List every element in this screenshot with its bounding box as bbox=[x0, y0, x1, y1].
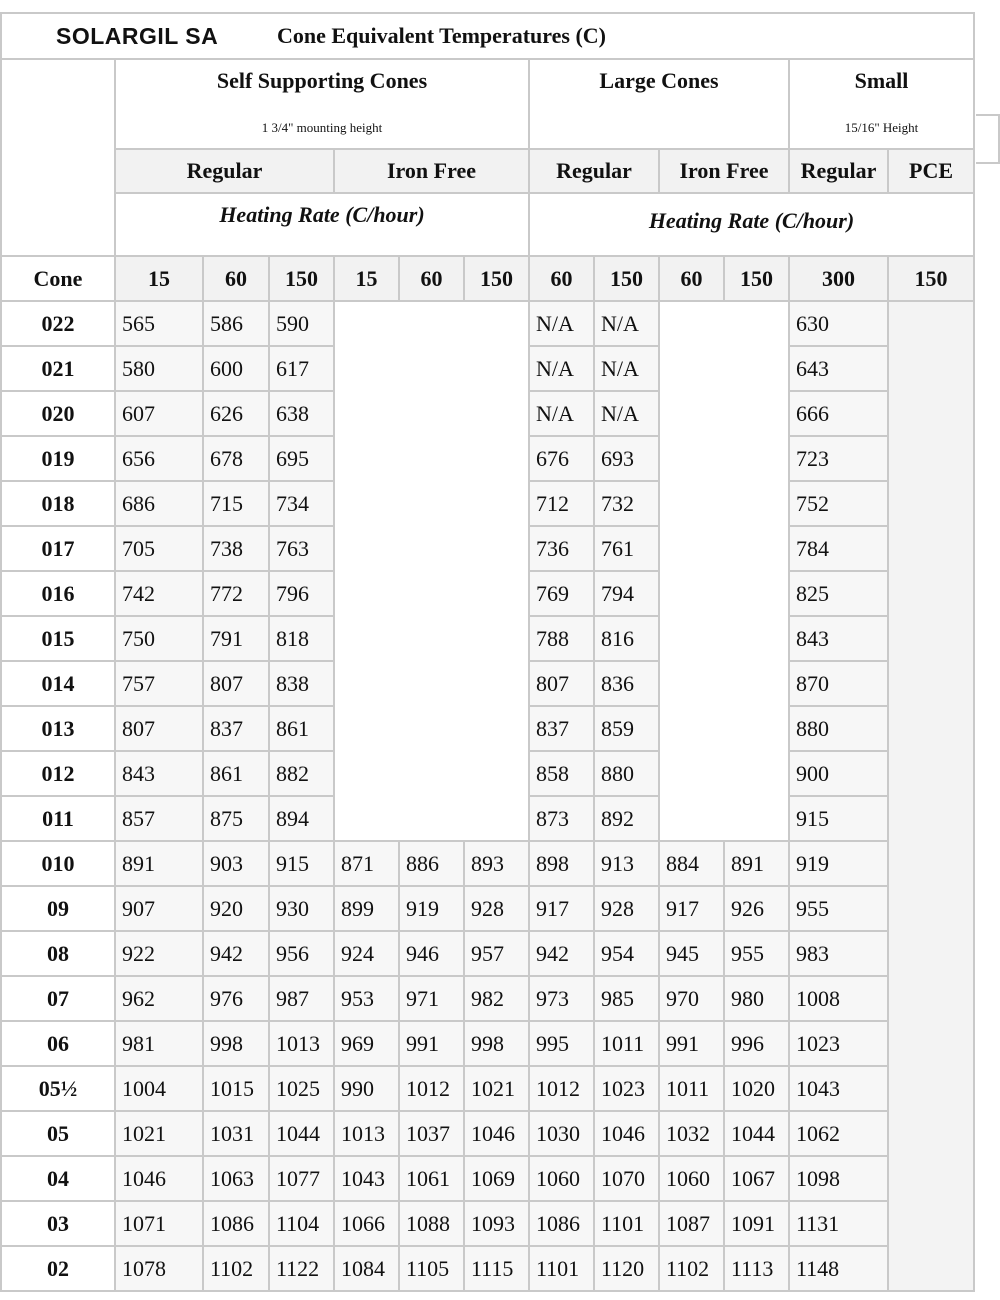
temperature-cell: 861 bbox=[269, 706, 334, 751]
temperature-cell: 899 bbox=[334, 886, 399, 931]
rate-column-header: 150 bbox=[464, 256, 529, 301]
temperature-cell: 807 bbox=[529, 661, 594, 706]
temperature-cell: 998 bbox=[464, 1021, 529, 1066]
temperature-cell: 1070 bbox=[594, 1156, 659, 1201]
temperature-cell: 738 bbox=[203, 526, 269, 571]
temperature-cell: 970 bbox=[659, 976, 724, 1021]
temperature-cell: 980 bbox=[724, 976, 789, 1021]
temperature-cell: 1037 bbox=[399, 1111, 464, 1156]
temperature-cell: 891 bbox=[115, 841, 203, 886]
temperature-cell: 956 bbox=[269, 931, 334, 976]
temperature-cell: 1013 bbox=[269, 1021, 334, 1066]
temperature-cell: 723 bbox=[789, 436, 888, 481]
temperature-cell: 1088 bbox=[399, 1201, 464, 1246]
temperature-cell: 991 bbox=[659, 1021, 724, 1066]
subgroup-ss-iron-free: Iron Free bbox=[334, 149, 529, 193]
table-row bbox=[1, 1111, 974, 1156]
temperature-cell: 836 bbox=[594, 661, 659, 706]
cone-number: 018 bbox=[1, 481, 115, 526]
empty-large-iron-free-block bbox=[659, 301, 789, 841]
temperature-cell: 1120 bbox=[594, 1246, 659, 1291]
temperature-cell: 788 bbox=[529, 616, 594, 661]
temperature-cell: 1062 bbox=[789, 1111, 888, 1156]
temperature-cell: 945 bbox=[659, 931, 724, 976]
table-row bbox=[1, 301, 974, 346]
temperature-cell: 873 bbox=[529, 796, 594, 841]
cone-table-container bbox=[0, 12, 975, 1292]
temperature-cell: 882 bbox=[269, 751, 334, 796]
temperature-cell: 1071 bbox=[115, 1201, 203, 1246]
temperature-cell: 915 bbox=[789, 796, 888, 841]
subgroup-pce: PCE bbox=[888, 149, 974, 193]
temperature-cell: 1043 bbox=[334, 1156, 399, 1201]
temperature-cell: 857 bbox=[115, 796, 203, 841]
temperature-cell: 942 bbox=[203, 931, 269, 976]
temperature-cell: 955 bbox=[789, 886, 888, 931]
temperature-cell: N/A bbox=[594, 301, 659, 346]
temperature-cell: 825 bbox=[789, 571, 888, 616]
temperature-cell: 630 bbox=[789, 301, 888, 346]
temperature-cell: 892 bbox=[594, 796, 659, 841]
temperature-cell: 1013 bbox=[334, 1111, 399, 1156]
temperature-cell: 973 bbox=[529, 976, 594, 1021]
temperature-cell: 1060 bbox=[659, 1156, 724, 1201]
rate-column-header: 300 bbox=[789, 256, 888, 301]
temperature-cell: 942 bbox=[529, 931, 594, 976]
temperature-cell: 1020 bbox=[724, 1066, 789, 1111]
temperature-cell: 900 bbox=[789, 751, 888, 796]
heating-rate-label: Heating Rate (C/hour) bbox=[115, 193, 529, 256]
subgroup-ss-regular: Regular bbox=[115, 149, 334, 193]
temperature-cell: 946 bbox=[399, 931, 464, 976]
temperature-cell: 1043 bbox=[789, 1066, 888, 1111]
temperature-cell: 580 bbox=[115, 346, 203, 391]
temperature-cell: 1102 bbox=[659, 1246, 724, 1291]
temperature-cell: 1021 bbox=[464, 1066, 529, 1111]
temperature-cell: 1021 bbox=[115, 1111, 203, 1156]
temperature-cell: 1098 bbox=[789, 1156, 888, 1201]
temperature-cell: 1086 bbox=[203, 1201, 269, 1246]
group-note: 15/16" Height bbox=[844, 120, 919, 135]
temperature-cell: 859 bbox=[594, 706, 659, 751]
table-row bbox=[1, 1201, 974, 1246]
temperature-cell: 1063 bbox=[203, 1156, 269, 1201]
temperature-cell: 1105 bbox=[399, 1246, 464, 1291]
cone-number: 05½ bbox=[1, 1066, 115, 1111]
temperature-cell: 736 bbox=[529, 526, 594, 571]
temperature-cell: 643 bbox=[789, 346, 888, 391]
temperature-cell: N/A bbox=[529, 301, 594, 346]
subgroup-lc-regular: Regular bbox=[529, 149, 659, 193]
rate-column-header: 15 bbox=[115, 256, 203, 301]
temperature-cell: 1101 bbox=[529, 1246, 594, 1291]
temperature-cell: 930 bbox=[269, 886, 334, 931]
table-row bbox=[1, 1156, 974, 1201]
temperature-cell: 1066 bbox=[334, 1201, 399, 1246]
temperature-cell: 1084 bbox=[334, 1246, 399, 1291]
temperature-cell: 761 bbox=[594, 526, 659, 571]
temperature-cell: 996 bbox=[724, 1021, 789, 1066]
temperature-cell: 893 bbox=[464, 841, 529, 886]
cone-number: 011 bbox=[1, 796, 115, 841]
temperature-cell: 1012 bbox=[399, 1066, 464, 1111]
temperature-cell: 837 bbox=[529, 706, 594, 751]
temperature-cell: 590 bbox=[269, 301, 334, 346]
group-small bbox=[789, 59, 974, 149]
cone-number: 020 bbox=[1, 391, 115, 436]
temperature-cell: 1025 bbox=[269, 1066, 334, 1111]
temperature-cell: 998 bbox=[203, 1021, 269, 1066]
temperature-cell: 1087 bbox=[659, 1201, 724, 1246]
cone-number: 02 bbox=[1, 1246, 115, 1291]
temperature-cell: 686 bbox=[115, 481, 203, 526]
temperature-cell: 1044 bbox=[269, 1111, 334, 1156]
cone-number: 021 bbox=[1, 346, 115, 391]
temperature-cell: 757 bbox=[115, 661, 203, 706]
temperature-cell: N/A bbox=[529, 346, 594, 391]
temperature-cell: 913 bbox=[594, 841, 659, 886]
temperature-cell: 626 bbox=[203, 391, 269, 436]
temperature-cell: 982 bbox=[464, 976, 529, 1021]
temperature-cell: 1122 bbox=[269, 1246, 334, 1291]
cone-number: 015 bbox=[1, 616, 115, 661]
cone-number: 08 bbox=[1, 931, 115, 976]
temperature-cell: 676 bbox=[529, 436, 594, 481]
table-row bbox=[1, 931, 974, 976]
temperature-cell: 991 bbox=[399, 1021, 464, 1066]
cone-temperature-table bbox=[0, 12, 975, 1292]
brand-name: SOLARGIL SA bbox=[1, 13, 269, 59]
temperature-cell: 816 bbox=[594, 616, 659, 661]
temperature-cell: 734 bbox=[269, 481, 334, 526]
table-row bbox=[1, 1066, 974, 1111]
temperature-cell: 617 bbox=[269, 346, 334, 391]
cone-number: 06 bbox=[1, 1021, 115, 1066]
cone-number: 04 bbox=[1, 1156, 115, 1201]
group-note: 1 3/4" mounting height bbox=[261, 120, 383, 135]
temperature-cell: 880 bbox=[594, 751, 659, 796]
temperature-cell: 818 bbox=[269, 616, 334, 661]
corner-cell bbox=[1, 59, 115, 256]
temperature-cell: 1031 bbox=[203, 1111, 269, 1156]
temperature-cell: 920 bbox=[203, 886, 269, 931]
temperature-cell: 1046 bbox=[464, 1111, 529, 1156]
cone-column-header: Cone bbox=[1, 256, 115, 301]
rate-column-header: 60 bbox=[529, 256, 594, 301]
cone-number: 07 bbox=[1, 976, 115, 1021]
temperature-cell: 926 bbox=[724, 886, 789, 931]
temperature-cell: 990 bbox=[334, 1066, 399, 1111]
temperature-cell: 922 bbox=[115, 931, 203, 976]
table-edge-fragment bbox=[976, 114, 1000, 164]
temperature-cell: 1004 bbox=[115, 1066, 203, 1111]
temperature-cell: 1104 bbox=[269, 1201, 334, 1246]
temperature-cell: 928 bbox=[464, 886, 529, 931]
group-large-cones bbox=[529, 59, 789, 149]
cone-number: 05 bbox=[1, 1111, 115, 1156]
cone-number: 013 bbox=[1, 706, 115, 751]
temperature-cell: 600 bbox=[203, 346, 269, 391]
temperature-cell: 705 bbox=[115, 526, 203, 571]
temperature-cell: 656 bbox=[115, 436, 203, 481]
temperature-cell: 807 bbox=[115, 706, 203, 751]
temperature-cell: 861 bbox=[203, 751, 269, 796]
temperature-cell: 843 bbox=[789, 616, 888, 661]
temperature-cell: 954 bbox=[594, 931, 659, 976]
rate-column-header: 60 bbox=[399, 256, 464, 301]
temperature-cell: 1023 bbox=[594, 1066, 659, 1111]
temperature-cell: 1032 bbox=[659, 1111, 724, 1156]
cone-number: 017 bbox=[1, 526, 115, 571]
temperature-cell: 1011 bbox=[594, 1021, 659, 1066]
group-label: Large Cones bbox=[599, 68, 719, 93]
temperature-cell: 907 bbox=[115, 886, 203, 931]
group-self-supporting bbox=[115, 59, 529, 149]
temperature-cell: N/A bbox=[594, 346, 659, 391]
temperature-cell: 987 bbox=[269, 976, 334, 1021]
temperature-cell: 915 bbox=[269, 841, 334, 886]
subgroup-small-regular: Regular bbox=[789, 149, 888, 193]
temperature-cell: 693 bbox=[594, 436, 659, 481]
temperature-cell: 838 bbox=[269, 661, 334, 706]
table-row bbox=[1, 976, 974, 1021]
temperature-cell: 875 bbox=[203, 796, 269, 841]
temperature-cell: 715 bbox=[203, 481, 269, 526]
temperature-cell: 607 bbox=[115, 391, 203, 436]
temperature-cell: 769 bbox=[529, 571, 594, 616]
temperature-cell: 794 bbox=[594, 571, 659, 616]
temperature-cell: 666 bbox=[789, 391, 888, 436]
temperature-cell: 1060 bbox=[529, 1156, 594, 1201]
temperature-cell: 712 bbox=[529, 481, 594, 526]
temperature-cell: 971 bbox=[399, 976, 464, 1021]
temperature-cell: 1046 bbox=[594, 1111, 659, 1156]
group-label: Self Supporting Cones bbox=[216, 68, 428, 93]
temperature-cell: 891 bbox=[724, 841, 789, 886]
temperature-cell: 870 bbox=[789, 661, 888, 706]
table-row bbox=[1, 1021, 974, 1066]
temperature-cell: 981 bbox=[115, 1021, 203, 1066]
group-label: Small bbox=[854, 68, 909, 93]
temperature-cell: 752 bbox=[789, 481, 888, 526]
temperature-cell: 1093 bbox=[464, 1201, 529, 1246]
temperature-cell: 1061 bbox=[399, 1156, 464, 1201]
temperature-cell: 678 bbox=[203, 436, 269, 481]
temperature-cell: 957 bbox=[464, 931, 529, 976]
rate-column-header: 15 bbox=[334, 256, 399, 301]
temperature-cell: 843 bbox=[115, 751, 203, 796]
temperature-cell: N/A bbox=[529, 391, 594, 436]
temperature-cell: 985 bbox=[594, 976, 659, 1021]
cone-number: 016 bbox=[1, 571, 115, 616]
table-row bbox=[1, 841, 974, 886]
temperature-cell: 969 bbox=[334, 1021, 399, 1066]
temperature-cell: 1046 bbox=[115, 1156, 203, 1201]
temperature-cell: 955 bbox=[724, 931, 789, 976]
temperature-cell: 796 bbox=[269, 571, 334, 616]
temperature-cell: 886 bbox=[399, 841, 464, 886]
temperature-cell: 894 bbox=[269, 796, 334, 841]
temperature-cell: 1069 bbox=[464, 1156, 529, 1201]
temperature-cell: 880 bbox=[789, 706, 888, 751]
temperature-cell: 1102 bbox=[203, 1246, 269, 1291]
temperature-cell: 763 bbox=[269, 526, 334, 571]
rate-column-header: 150 bbox=[888, 256, 974, 301]
temperature-cell: 898 bbox=[529, 841, 594, 886]
temperature-cell: 917 bbox=[529, 886, 594, 931]
temperature-cell: 732 bbox=[594, 481, 659, 526]
cone-number: 014 bbox=[1, 661, 115, 706]
temperature-cell: 791 bbox=[203, 616, 269, 661]
temperature-cell: 807 bbox=[203, 661, 269, 706]
temperature-cell: 1148 bbox=[789, 1246, 888, 1291]
temperature-cell: 919 bbox=[399, 886, 464, 931]
temperature-cell: 858 bbox=[529, 751, 594, 796]
rate-column-header: 60 bbox=[659, 256, 724, 301]
temperature-cell: 1115 bbox=[464, 1246, 529, 1291]
temperature-cell: N/A bbox=[594, 391, 659, 436]
heating-rate-label: Heating Rate (C/hour) bbox=[529, 193, 974, 256]
cone-number: 019 bbox=[1, 436, 115, 481]
temperature-cell: 1015 bbox=[203, 1066, 269, 1111]
empty-iron-free-block bbox=[334, 301, 529, 841]
temperature-cell: 772 bbox=[203, 571, 269, 616]
temperature-cell: 1008 bbox=[789, 976, 888, 1021]
temperature-cell: 638 bbox=[269, 391, 334, 436]
temperature-cell: 1077 bbox=[269, 1156, 334, 1201]
temperature-cell: 1091 bbox=[724, 1201, 789, 1246]
temperature-cell: 1131 bbox=[789, 1201, 888, 1246]
temperature-cell: 983 bbox=[789, 931, 888, 976]
temperature-cell: 1078 bbox=[115, 1246, 203, 1291]
cone-number: 022 bbox=[1, 301, 115, 346]
cone-number: 03 bbox=[1, 1201, 115, 1246]
temperature-cell: 871 bbox=[334, 841, 399, 886]
temperature-cell: 1011 bbox=[659, 1066, 724, 1111]
temperature-cell: 995 bbox=[529, 1021, 594, 1066]
rate-column-header: 150 bbox=[269, 256, 334, 301]
cone-number: 09 bbox=[1, 886, 115, 931]
subgroup-lc-iron-free: Iron Free bbox=[659, 149, 789, 193]
temperature-cell: 928 bbox=[594, 886, 659, 931]
temperature-cell: 1023 bbox=[789, 1021, 888, 1066]
temperature-cell: 1101 bbox=[594, 1201, 659, 1246]
table-row bbox=[1, 1246, 974, 1291]
temperature-cell: 1012 bbox=[529, 1066, 594, 1111]
temperature-cell: 565 bbox=[115, 301, 203, 346]
temperature-cell: 953 bbox=[334, 976, 399, 1021]
temperature-cell: 962 bbox=[115, 976, 203, 1021]
temperature-cell: 1113 bbox=[724, 1246, 789, 1291]
temperature-cell: 1030 bbox=[529, 1111, 594, 1156]
temperature-cell: 1086 bbox=[529, 1201, 594, 1246]
rate-column-header: 60 bbox=[203, 256, 269, 301]
temperature-cell: 784 bbox=[789, 526, 888, 571]
temperature-cell: 976 bbox=[203, 976, 269, 1021]
temperature-cell: 1067 bbox=[724, 1156, 789, 1201]
temperature-cell: 917 bbox=[659, 886, 724, 931]
temperature-cell: 919 bbox=[789, 841, 888, 886]
temperature-cell: 750 bbox=[115, 616, 203, 661]
pce-column-empty bbox=[888, 301, 974, 1291]
rate-column-header: 150 bbox=[724, 256, 789, 301]
temperature-cell: 884 bbox=[659, 841, 724, 886]
cone-number: 010 bbox=[1, 841, 115, 886]
temperature-cell: 695 bbox=[269, 436, 334, 481]
cone-number: 012 bbox=[1, 751, 115, 796]
temperature-cell: 742 bbox=[115, 571, 203, 616]
temperature-cell: 1044 bbox=[724, 1111, 789, 1156]
page-title: Cone Equivalent Temperatures (C) bbox=[269, 13, 974, 59]
rate-column-header: 150 bbox=[594, 256, 659, 301]
temperature-cell: 903 bbox=[203, 841, 269, 886]
temperature-cell: 924 bbox=[334, 931, 399, 976]
table-row bbox=[1, 886, 974, 931]
temperature-cell: 837 bbox=[203, 706, 269, 751]
temperature-cell: 586 bbox=[203, 301, 269, 346]
